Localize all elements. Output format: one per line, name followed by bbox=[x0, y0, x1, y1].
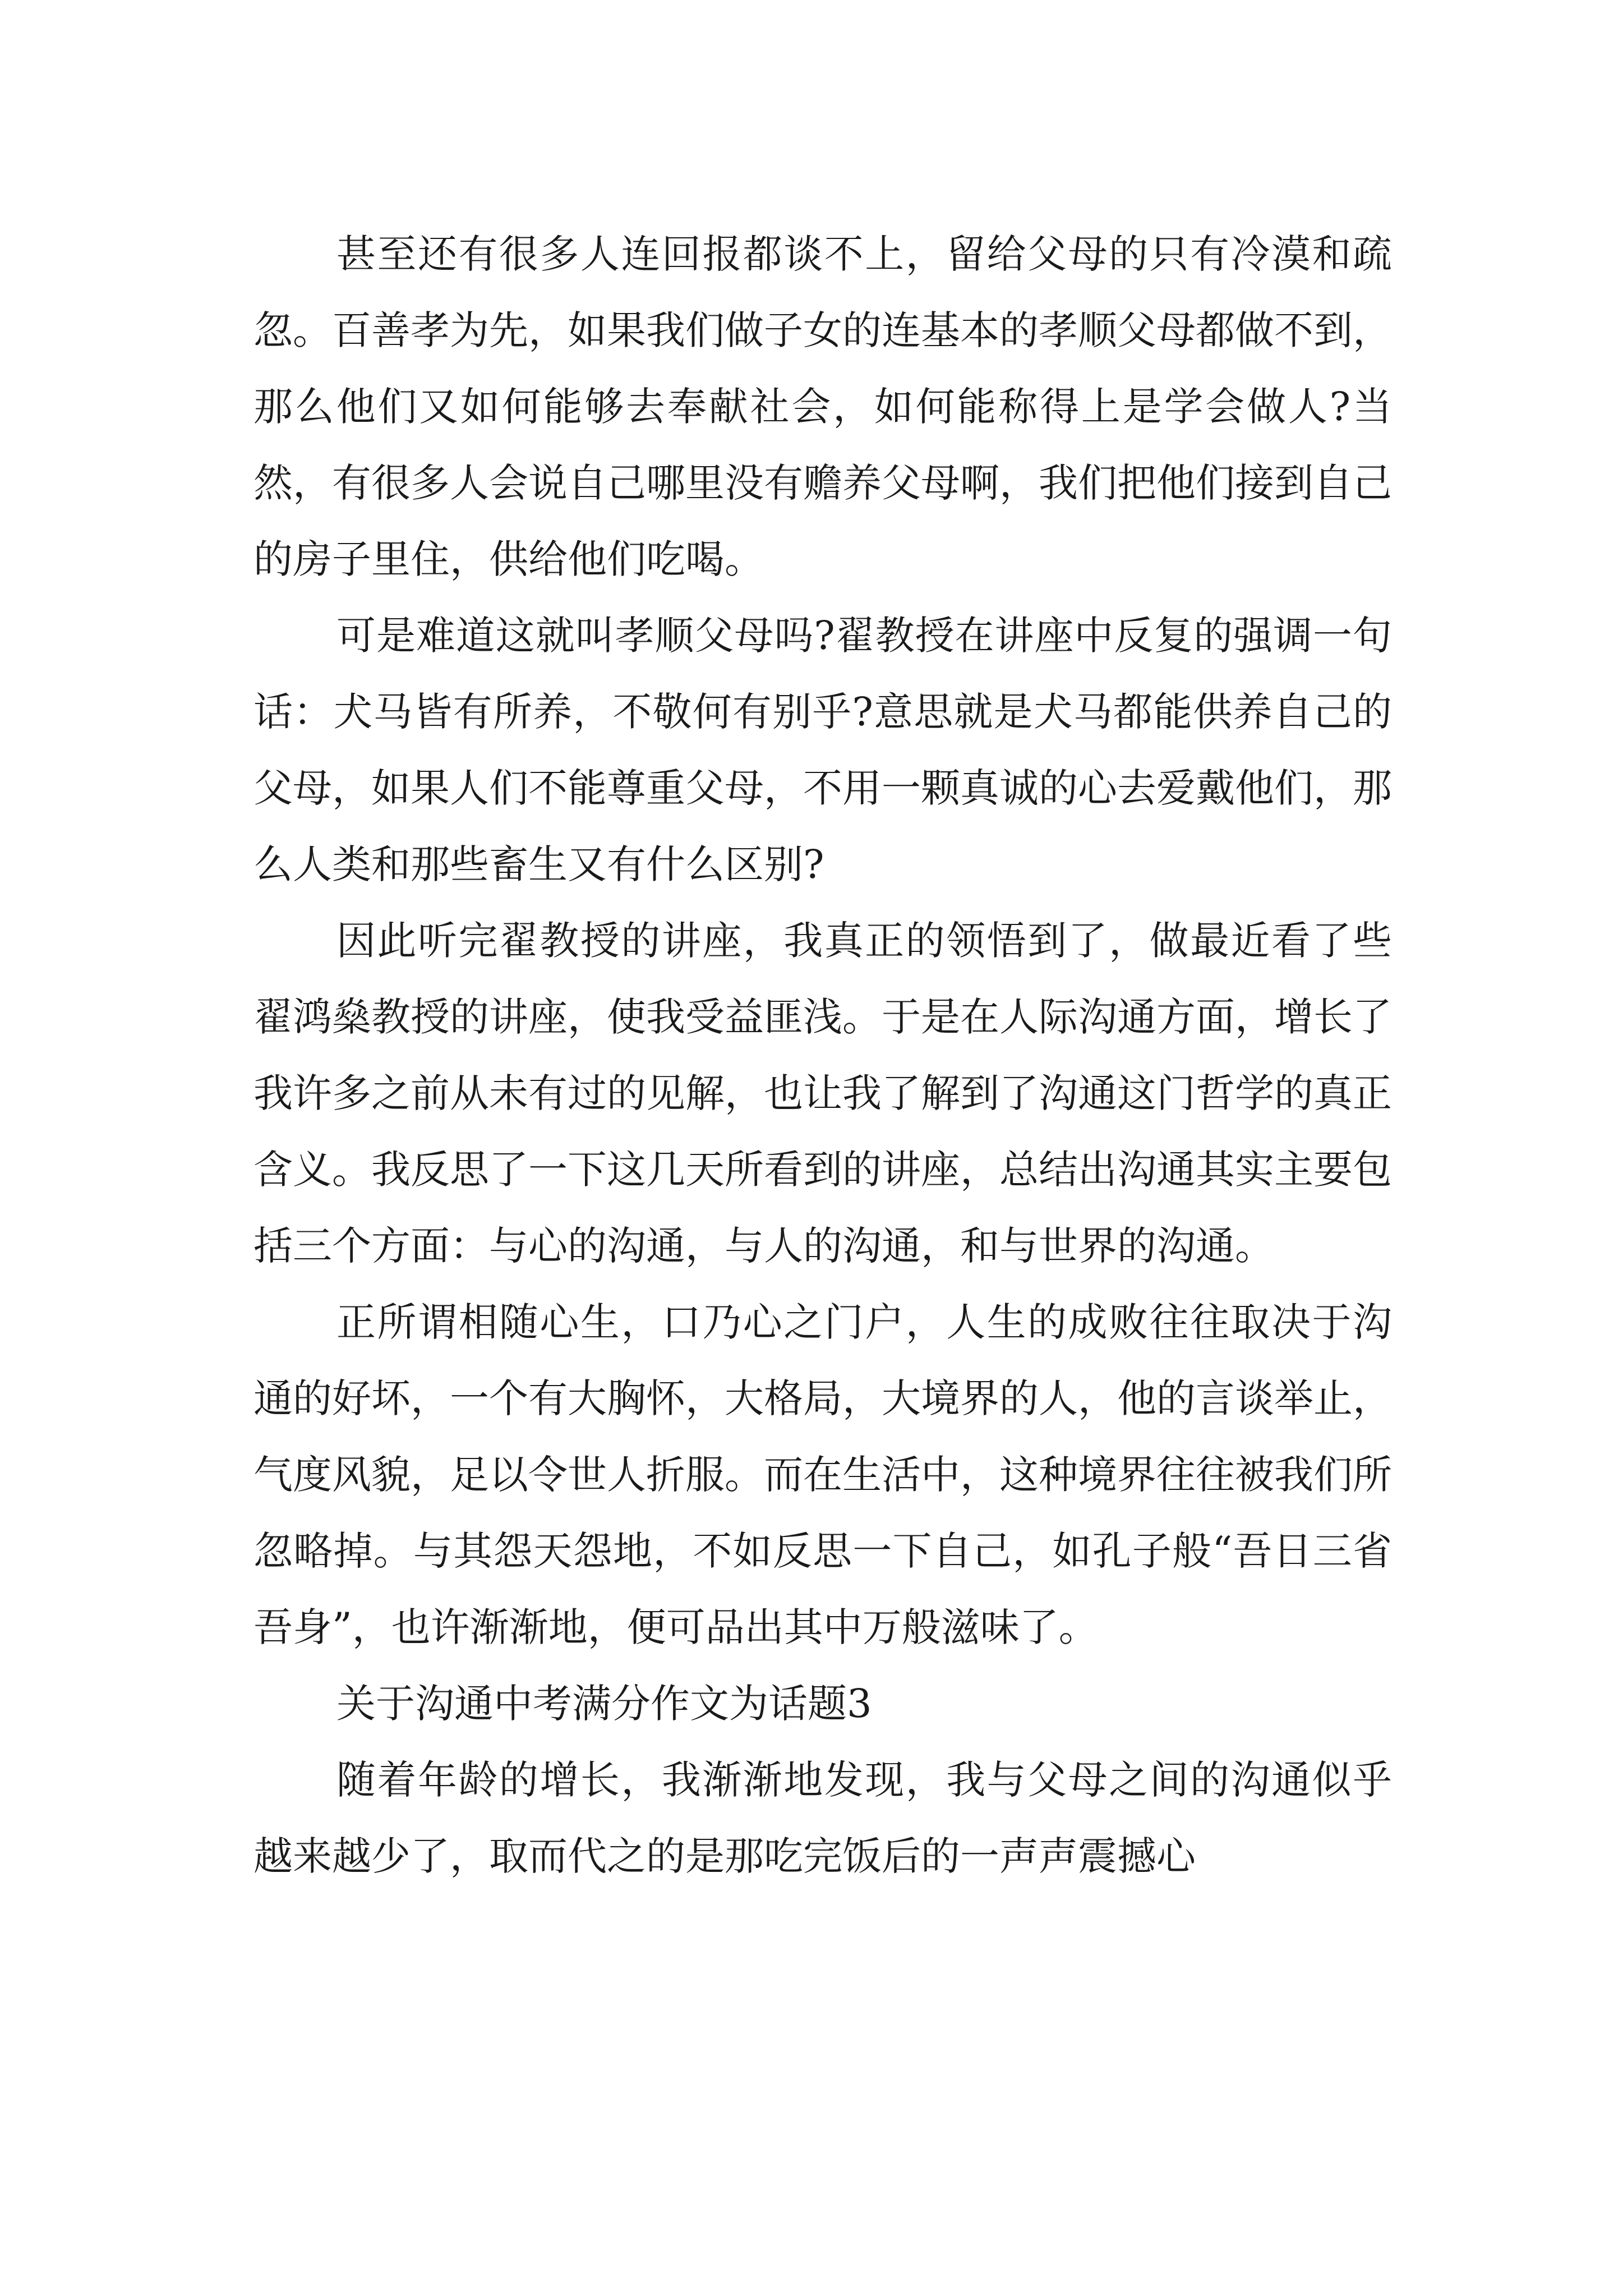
paragraph-1: 甚至还有很多人连回报都谈不上，留给父母的只有冷漠和疏忽。百善孝为先，如果我们做子女的连基本的孝顺父母都做不到，那么他们又如何能够去奉献社会，如何能称得上是学会做人?当然，有很多人会说自己哪里没有赡养父母啊，我们把他们接到自己的房子里住，供给他们吃喝。 bbox=[253, 231, 1392, 582]
paragraph-5: 随着年龄的增长，我渐渐地发现，我与父母之间的沟通似乎越来越少了，取而代之的是那吃完饭后的一声声震撼心 bbox=[253, 1757, 1392, 1879]
paragraph-4: 正所谓相随心生，口乃心之门户，人生的成败往往取决于沟通的好坏，一个有大胸怀，大格局，大境界的人，他的言谈举止，气度风貌，足以令世人折服。而在生活中，这种境界往往被我们所忽略掉。与其怨天怨地，不如反思一下自己，如孔子般“吾日三省吾身”，也许渐渐地，便可品出其中万般滋味了。 bbox=[253, 1299, 1392, 1650]
document-body bbox=[253, 216, 1392, 1894]
paragraph-2: 可是难道这就叫孝顺父母吗?翟教授在讲座中反复的强调一句话：犬马皆有所养，不敬何有别乎?意思就是犬马都能供养自己的父母，如果人们不能尊重父母，不用一颗真诚的心去爱戴他们，那么人类和那些畜生又有什么区别? bbox=[253, 613, 1392, 887]
section-heading: 关于沟通中考满分作文为话题3 bbox=[336, 1681, 872, 1727]
paragraph-3: 因此听完翟教授的讲座，我真正的领悟到了，做最近看了些翟鸿燊教授的讲座，使我受益匪浅。于是在人际沟通方面，增长了我许多之前从未有过的见解，也让我了解到了沟通这门哲学的真正含义。我反思了一下这几天所看到的讲座，总结出沟通其实主要包括三个方面：与心的沟通，与人的沟通，和与世界的沟通。 bbox=[253, 918, 1392, 1269]
